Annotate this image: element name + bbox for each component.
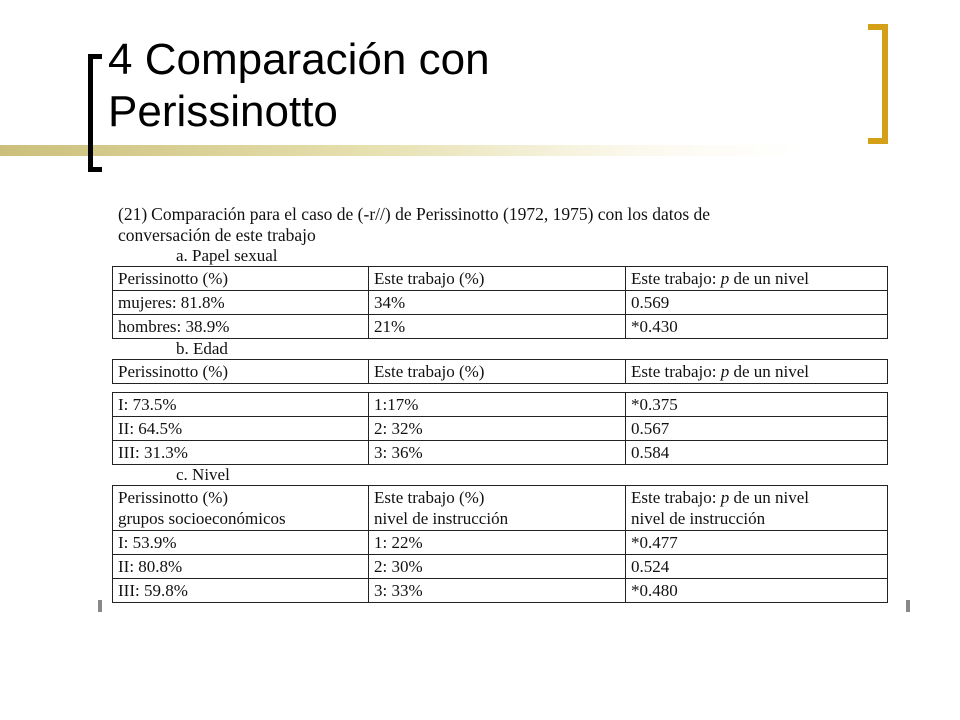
table-row — [113, 531, 888, 555]
table-edad — [112, 392, 888, 465]
table-cell: 3: 33% — [369, 579, 626, 603]
table-row — [113, 579, 888, 603]
section-heading-sexo: a. Papel sexual — [176, 246, 278, 265]
header-cell: Este trabajo (%) — [369, 267, 626, 291]
header-text: nivel de instrucción — [631, 509, 766, 528]
header-text: Este trabajo: — [631, 269, 721, 288]
title-underline-bar — [0, 145, 800, 156]
table-row — [113, 291, 888, 315]
table-header-row — [113, 486, 888, 531]
table-cell: 1:17% — [369, 393, 626, 417]
slide-title-line2: Perissinotto — [108, 87, 338, 136]
header-cell — [113, 486, 369, 531]
scanned-table-figure — [112, 204, 892, 603]
caption-line2: conversación de este trabajo — [118, 225, 316, 245]
table-cell: II: 64.5% — [113, 417, 369, 441]
header-cell — [369, 486, 626, 531]
table-cell: III: 31.3% — [113, 441, 369, 465]
table-gap — [112, 384, 892, 392]
header-cell — [626, 267, 888, 291]
header-text: de un nivel — [729, 362, 809, 381]
header-cell — [626, 360, 888, 384]
figure-caption — [118, 204, 892, 225]
table-cell: 0.524 — [626, 555, 888, 579]
table-cell: 0.569 — [626, 291, 888, 315]
table-cell: 21% — [369, 315, 626, 339]
table-cell: 0.567 — [626, 417, 888, 441]
header-p: p — [720, 269, 730, 288]
table-cell: 2: 30% — [369, 555, 626, 579]
header-text: grupos socioeconómicos — [118, 509, 286, 528]
table-cell: 1: 22% — [369, 531, 626, 555]
header-p: p — [720, 362, 730, 381]
header-cell: Perissinotto (%) — [113, 360, 369, 384]
table-cell: *0.480 — [626, 579, 888, 603]
table-cell: hombres: 38.9% — [113, 315, 369, 339]
right-bracket-decoration — [868, 24, 888, 144]
table-cell: I: 53.9% — [113, 531, 369, 555]
table-cell: 34% — [369, 291, 626, 315]
table-row — [113, 315, 888, 339]
table-row — [113, 417, 888, 441]
caption-line1: Comparación para el caso de (-r//) de Perissinotto (1972, 1975) con los datos de — [151, 204, 711, 224]
caption-number: (21) — [118, 204, 148, 224]
table-cell: III: 59.8% — [113, 579, 369, 603]
table-cell: *0.477 — [626, 531, 888, 555]
table-cell: mujeres: 81.8% — [113, 291, 369, 315]
table-header-row — [113, 267, 888, 291]
figure-caption-cont — [118, 225, 892, 246]
slide-title — [108, 34, 490, 138]
table-nivel — [112, 485, 888, 603]
header-p: p — [720, 488, 730, 507]
header-text-line — [631, 487, 882, 508]
header-cell: Este trabajo (%) — [369, 360, 626, 384]
scan-artifact-left — [98, 600, 102, 612]
table-row — [113, 555, 888, 579]
header-cell: Perissinotto (%) — [113, 267, 369, 291]
table-cell: *0.375 — [626, 393, 888, 417]
table-row — [113, 441, 888, 465]
header-text: Este trabajo: — [631, 488, 721, 507]
left-bracket-decoration — [88, 54, 102, 172]
header-text: Este trabajo: — [631, 362, 721, 381]
table-cell: 0.584 — [626, 441, 888, 465]
table-cell: *0.430 — [626, 315, 888, 339]
scan-artifact-right — [906, 600, 910, 612]
table-cell: I: 73.5% — [113, 393, 369, 417]
section-heading-nivel: c. Nivel — [176, 465, 230, 484]
table-edad-header — [112, 359, 888, 384]
section-heading-edad: b. Edad — [176, 339, 228, 358]
slide-title-line1: 4 Comparación con — [108, 35, 490, 84]
header-cell — [626, 486, 888, 531]
table-cell: 2: 32% — [369, 417, 626, 441]
table-header-row — [113, 360, 888, 384]
header-text: de un nivel — [729, 488, 809, 507]
header-text: Este trabajo (%) — [374, 488, 485, 507]
table-cell: II: 80.8% — [113, 555, 369, 579]
header-text: nivel de instrucción — [374, 509, 509, 528]
table-cell: 3: 36% — [369, 441, 626, 465]
header-text: de un nivel — [729, 269, 809, 288]
header-text: Perissinotto (%) — [118, 488, 229, 507]
table-row — [113, 393, 888, 417]
table-papel-sexual — [112, 266, 888, 339]
